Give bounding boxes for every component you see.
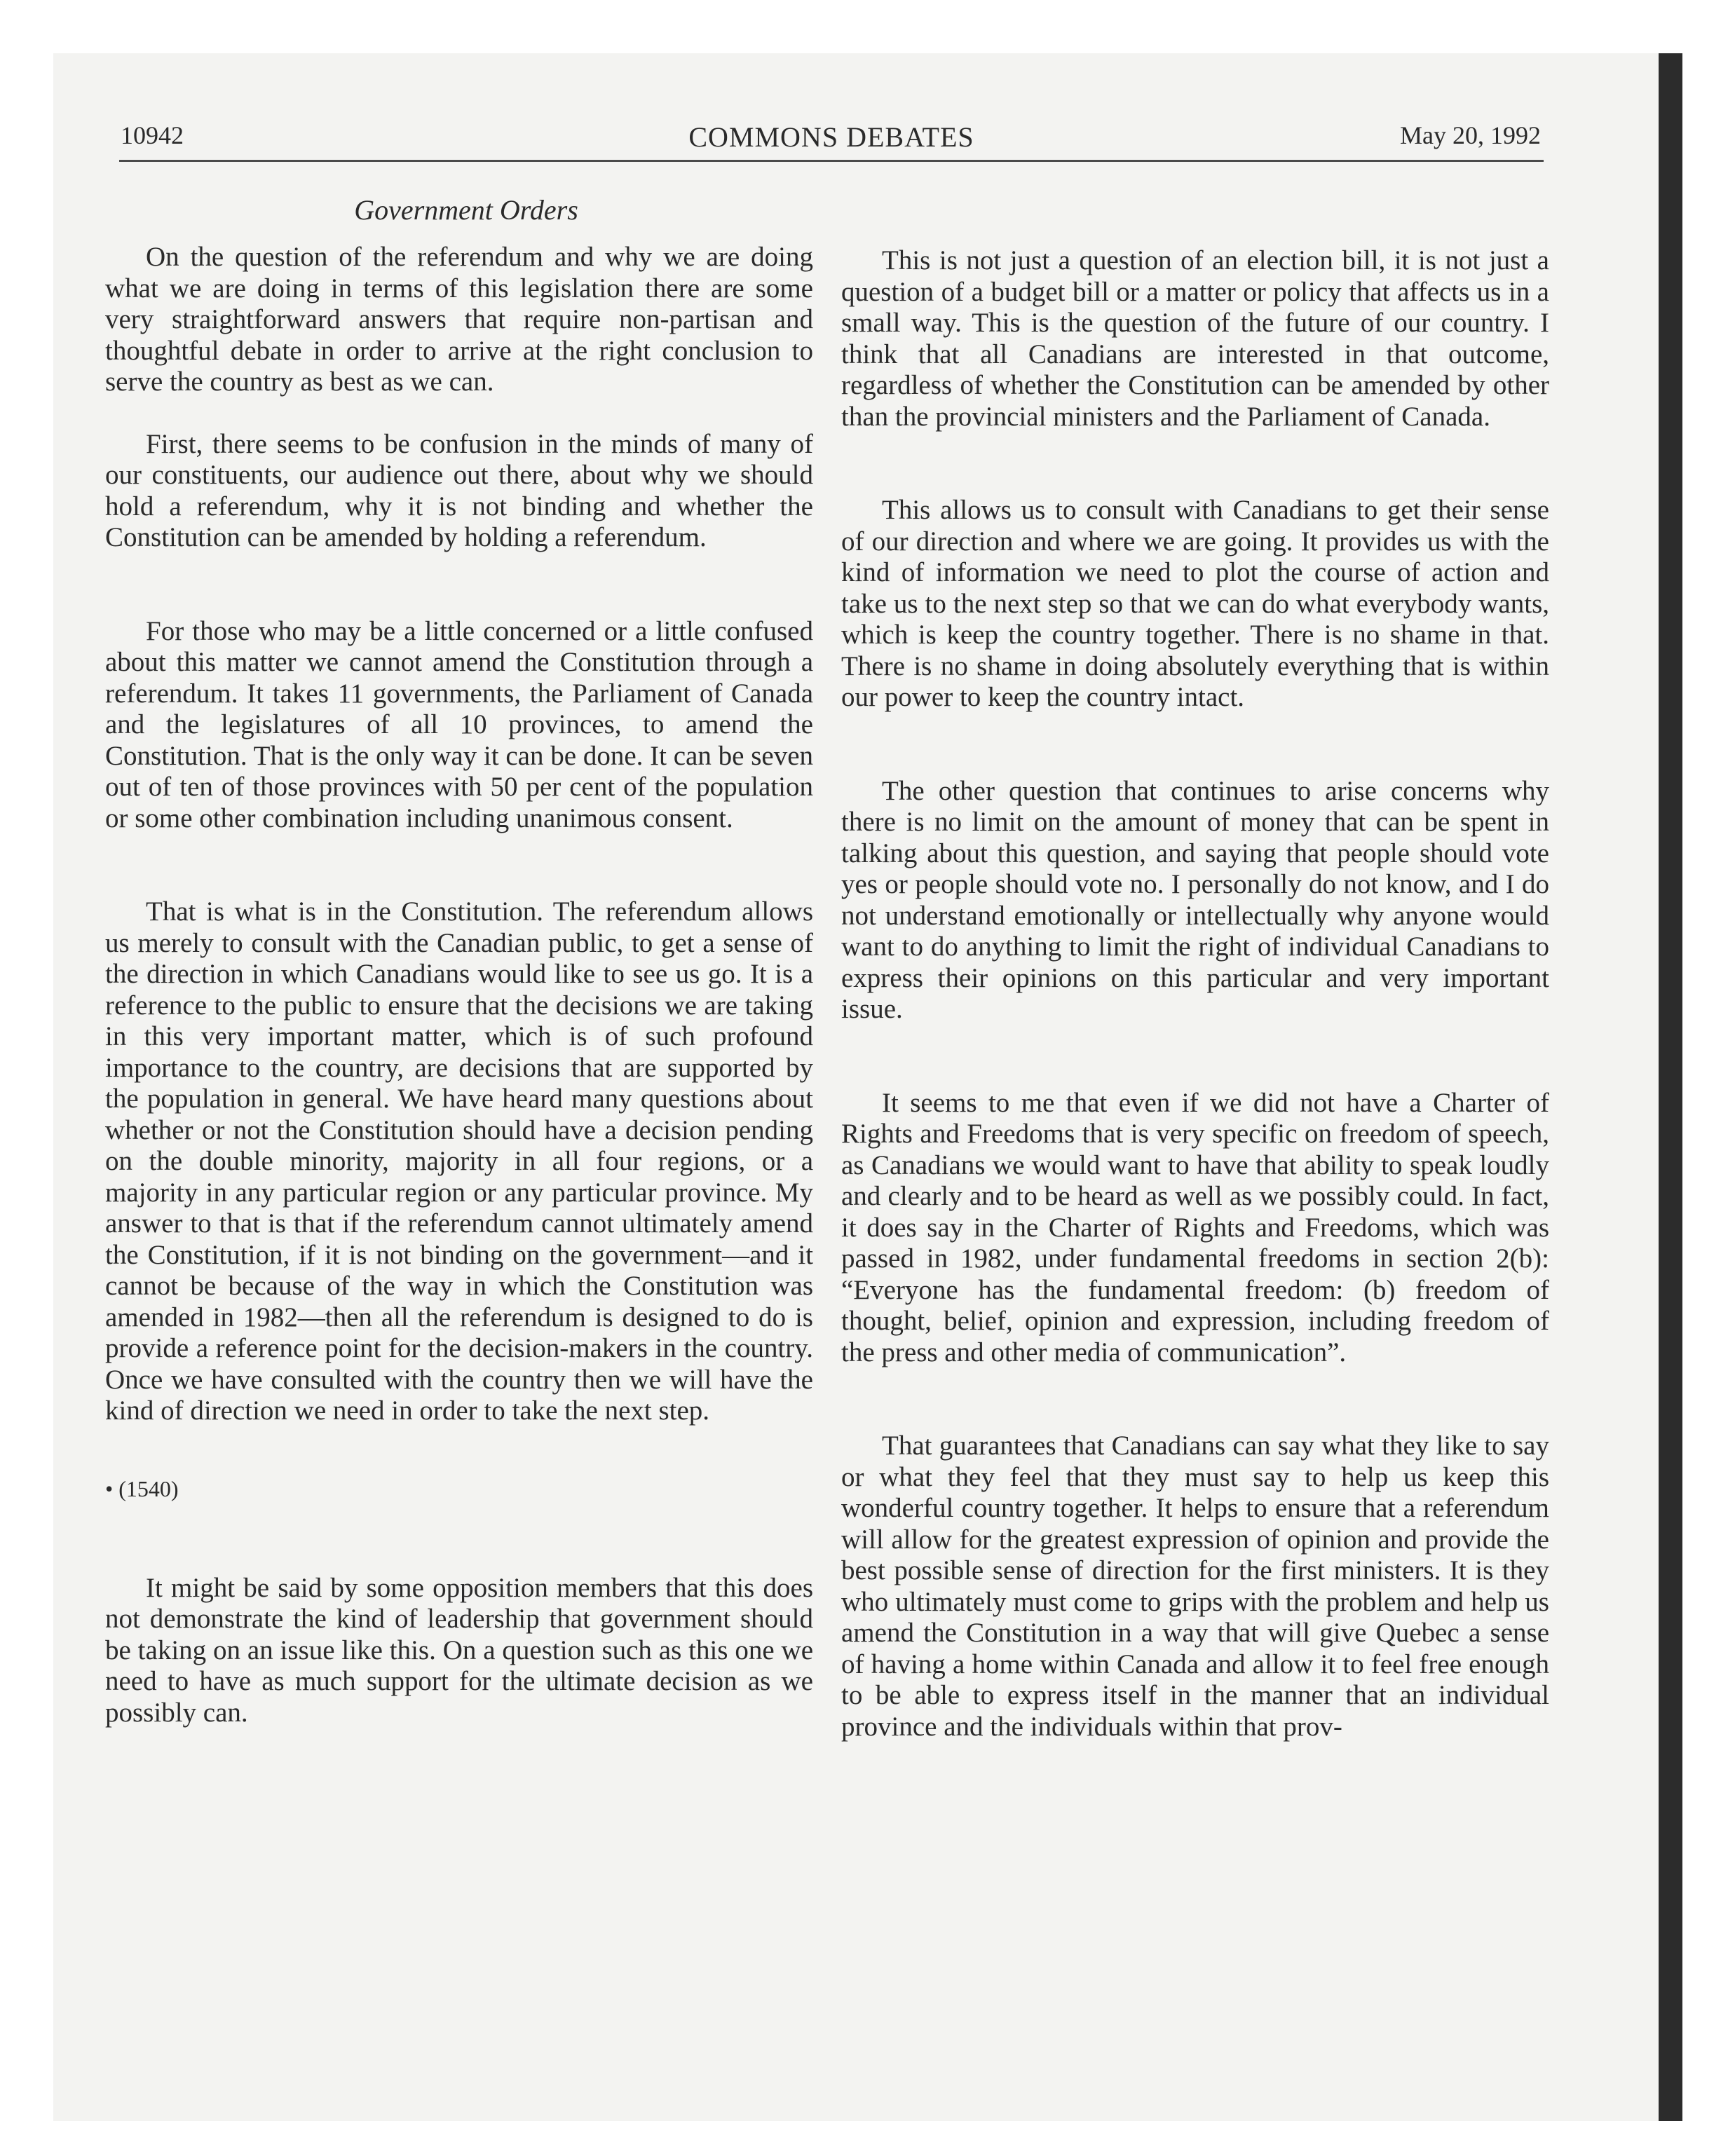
page-number: 10942 xyxy=(121,121,184,149)
paragraph: That is what is in the Constitution. The referendum allows us merely to consult with the Canadian public, to get a sense of the direction in which Canadians would like to see us go. It is a reference to the public to ensure that the decisions we are taking in this very important matter, which is of such profound importance to the country, are decisions that are supported by the population in general. We have heard many questions about whether or not the Constitution should have a decision pending on the double minority, majority in all four regions, or a majority in any particular region or any particular province. My answer to that is that if the referendum cannot ultimately amend the Constitution, if it is not binding on the government—and it cannot be because of the way in which the Constitution was amended in 1982—then all the referendum is designed to do is provide a reference point for the decision-makers in the country. Once we have consulted with the country then we will have the kind of direction we need in order to take the next step. xyxy=(105,896,813,1426)
left-column xyxy=(105,242,813,1728)
publication-date: May 20, 1992 xyxy=(1400,121,1541,149)
paragraph: It seems to me that even if we did not have a Charter of Rights and Freedoms that is very specific on freedom of speech, as Canadians we would want to have that ability to speak loudly and clearly and to be heard as well as we possibly could. In fact, it does say in the Charter of Rights and Freedoms, which was passed in 1982, under fundamental freedoms in section 2(b): “Everyone has the fundamental freedom: (b) freedom of thought, belief, opinion and expression, including freedom of the press and other media of communication”. xyxy=(841,1087,1549,1367)
section-title: Government Orders xyxy=(354,194,578,226)
scan-edge-shadow xyxy=(1659,53,1682,2121)
paragraph: This allows us to consult with Canadians to get their sense of our direction and where we are going. It provides us with the kind of information we need to plot the course of action and take us to the next step so that we can do what everybody wants, which is keep the country together. There is no shame in that. There is no shame in doing absolutely everything that is within our power to keep the country intact. xyxy=(841,495,1549,712)
paragraph: On the question of the referendum and why we are doing what we are doing in terms of this legislation there are some very straightforward answers that require non-partisan and thoughtful debate in order to arrive at the right conclusion to serve the country as best as we can. xyxy=(105,242,813,397)
paragraph: For those who may be a little concerned or a little confused about this matter we cannot amend the Constitution through a referendum. It takes 11 governments, the Parliament of Canada and the legislatures of all 10 provinces, to amend the Constitution. That is the only way it can be done. It can be seven out of ten of those provinces with 50 per cent of the population or some other combination including unanimous consent. xyxy=(105,615,813,833)
paragraph: That guarantees that Canadians can say what they like to say or what they feel that they must say to help us keep this wonderful country together. It helps to ensure that a referendum will allow for the greatest expression of opinion and provide the best possible sense of direction for the first ministers. It is they who ultimately must come to grips with the problem and help us amend the Constitution in a way that will give Quebec a sense of having a home within Canada and allow it to feel free enough to be able to express itself in the manner that an individual province and the individuals within that prov- xyxy=(841,1431,1549,1742)
paragraph: First, there seems to be confusion in the minds of many of our constituents, our audience out there, about why we should hold a referendum, why it is not binding and whether the Constitution can be amended by holding a referendum. xyxy=(105,428,813,552)
publication-title: COMMONS DEBATES xyxy=(688,121,974,153)
time-marker: • (1540) xyxy=(105,1475,179,1501)
paragraph: The other question that continues to arise concerns why there is no limit on the amount of money that can be spent in talking about this question, and saying that people should vote yes or people should vote no. I personally do not know, and I do not understand emotionally or intellectually why anyone would want to do anything to limit the right of individual Canadians to express their opinions on this particular and very important issue. xyxy=(841,775,1549,1024)
page-header xyxy=(119,121,1544,162)
right-column xyxy=(841,245,1549,1742)
paragraph: This is not just a question of an election bill, it is not just a question of a budget bill or a matter or policy that affects us in a small way. This is the question of the future of our country. I think that all Canadians are interested in that outcome, regardless of whether the Constitution can be amended by other than the provincial ministers and the Parliament of Canada. xyxy=(841,245,1549,432)
paragraph: It might be said by some opposition members that this does not demonstrate the kind of leadership that government should be taking on an issue like this. On a question such as this one we need to have as much support for the ultimate decision as we possibly can. xyxy=(105,1572,813,1728)
